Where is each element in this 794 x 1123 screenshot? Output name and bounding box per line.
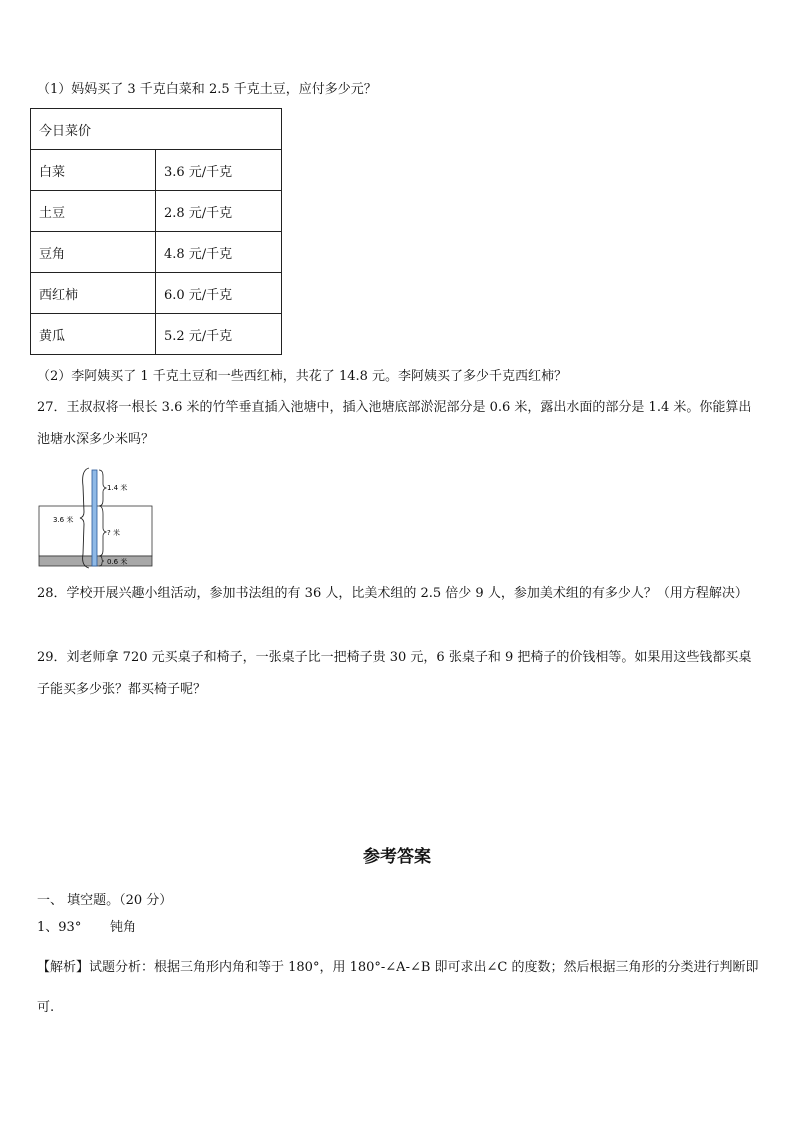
bamboo-pole [92, 470, 97, 566]
vegetable-name: 豆角 [31, 232, 156, 273]
label-middle: ? 米 [107, 529, 120, 537]
question-27: 27．王叔叔将一根长 3.6 米的竹竿垂直插入池塘中，插入池塘底部淤泥部分是 0.6 米，露出水面的部分是 1.4 米。你能算出池塘水深多少米吗？ [37, 400, 752, 447]
answer-1-word: 钝角 [110, 920, 137, 935]
table-row [31, 191, 282, 232]
label-total: 3.6 米 [53, 516, 74, 524]
table-header-row [31, 109, 282, 150]
table-title: 今日菜价 [31, 109, 282, 150]
vegetable-price: 3.6 元/千克 [156, 150, 282, 191]
question-29: 29．刘老师拿 720 元买桌子和椅子，一张桌子比一把椅子贵 30 元，6 张桌子和 9 把椅子的价钱相等。如果用这些钱都买桌子能买多少张？都买椅子呢？ [37, 650, 752, 697]
answer-heading: 参考答案 [363, 847, 431, 867]
section-1-title: 一、 填空题。（20 分） [37, 893, 173, 908]
question-28: 28．学校开展兴趣小组活动，参加书法组的有 36 人，比美术组的 2.5 倍少 9 人，参加美术组的有多少人？（用方程解决） [37, 586, 748, 601]
vegetable-price: 4.8 元/千克 [156, 232, 282, 273]
top-brace [99, 470, 106, 506]
vegetable-price: 5.2 元/千克 [156, 314, 282, 355]
vegetable-name: 土豆 [31, 191, 156, 232]
table-row [31, 273, 282, 314]
vegetable-price: 6.0 元/千克 [156, 273, 282, 314]
table-row [31, 232, 282, 273]
question-26-part-2: （2）李阿姨买了 1 千克土豆和一些西红柿，共花了 14.8 元。李阿姨买了多少千克西红柿？ [37, 369, 568, 384]
table-row [31, 314, 282, 355]
vegetable-name: 白菜 [31, 150, 156, 191]
vegetable-name: 西红柿 [31, 273, 156, 314]
answer-1-analysis: 【解析】试题分析：根据三角形内角和等于 180°，用 180°-∠A-∠B 即可求出∠C 的度数；然后根据三角形的分类进行判断即可. [37, 960, 759, 1015]
label-top: 1.4 米 [107, 484, 128, 492]
question-26-part-1: （1）妈妈买了 3 千克白菜和 2.5 千克土豆，应付多少元？ [37, 82, 377, 97]
vegetable-price: 2.8 元/千克 [156, 191, 282, 232]
answer-1-number: 1、93° [37, 920, 82, 935]
vegetable-name: 黄瓜 [31, 314, 156, 355]
pond-figure [37, 466, 167, 570]
price-table [30, 108, 282, 355]
label-bottom: 0.6 米 [107, 558, 128, 566]
table-row [31, 150, 282, 191]
